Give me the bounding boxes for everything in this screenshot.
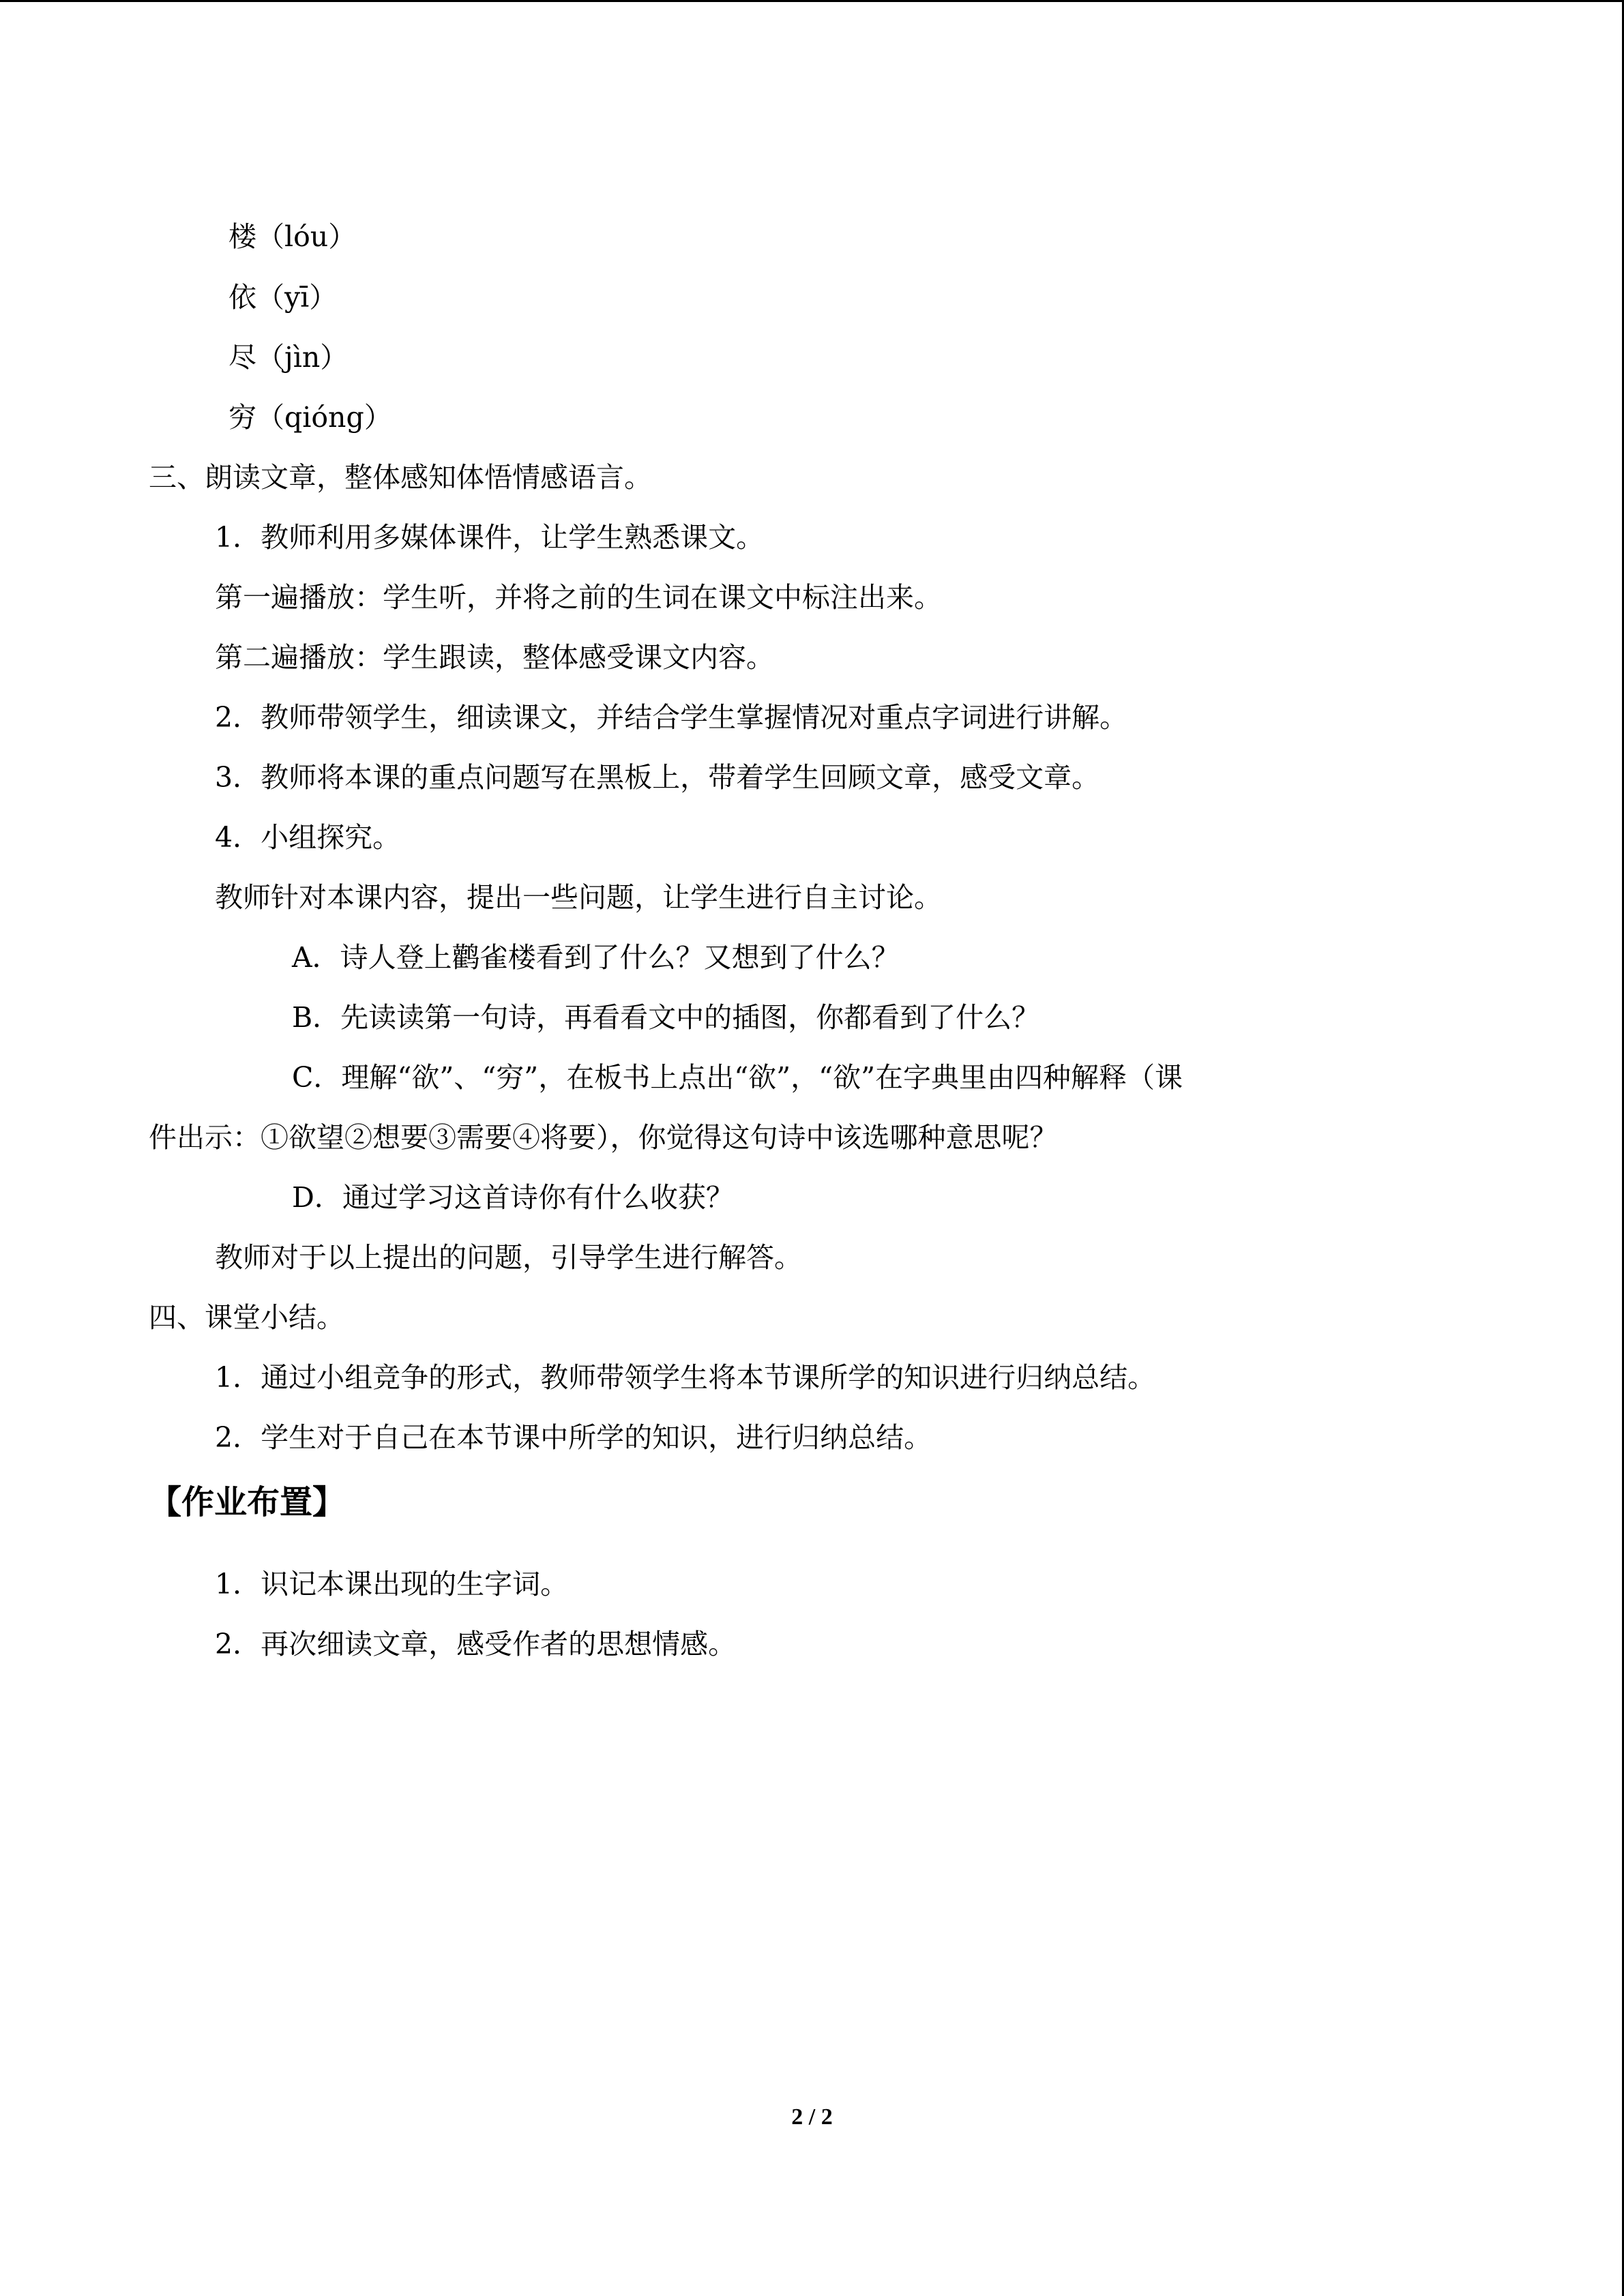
section3-conclusion: 教师对于以上提出的问题，引导学生进行解答。 (215, 1241, 802, 1274)
section4-heading: 四、课堂小结。 (149, 1301, 344, 1334)
homework-item1: 1．识记本课出现的生字词。 (215, 1568, 569, 1600)
section4-item1: 1．通过小组竞争的形式，教师带领学生将本节课所学的知识进行归纳总结。 (215, 1361, 1156, 1394)
question-c-line1: C．理解“欲”、“穷”，在板书上点出“欲”，“欲”在字典里由四种解释（课 (292, 1061, 1183, 1094)
section3-play2: 第二遍播放：学生跟读，整体感受课文内容。 (215, 641, 774, 674)
section3-item4: 4．小组探究。 (215, 821, 401, 854)
question-c-line2: 件出示：①欲望②想要③需要④将要），你觉得这句诗中该选哪种意思呢？ (149, 1121, 1058, 1154)
section3-item3: 3．教师将本课的重点问题写在黑板上，带着学生回顾文章，感受文章。 (215, 761, 1100, 794)
page-number: 2 / 2 (791, 2104, 833, 2130)
question-b: B．先读读第一句诗，再看看文中的插图，你都看到了什么？ (292, 1001, 1040, 1034)
section3-item1: 1．教师利用多媒体课件，让学生熟悉课文。 (215, 521, 765, 554)
section3-item2: 2．教师带领学生，细读课文，并结合学生掌握情况对重点字词进行讲解。 (215, 701, 1128, 734)
section3-heading: 三、朗读文章，整体感知体悟情感语言。 (149, 461, 652, 494)
vocab-item-lou: 楼（lóu） (228, 220, 357, 253)
question-d: D．通过学习这首诗你有什么收获？ (292, 1181, 734, 1214)
question-a: A．诗人登上鹳雀楼看到了什么？又想到了什么？ (292, 941, 900, 974)
vocab-item-yi: 依（yī） (228, 281, 338, 314)
section3-play1: 第一遍播放：学生听，并将之前的生词在课文中标注出来。 (215, 581, 942, 614)
section3-intro: 教师针对本课内容，提出一些问题，让学生进行自主讨论。 (215, 881, 942, 914)
vocab-item-jin: 尽（jìn） (228, 341, 349, 374)
homework-item2: 2．再次细读文章，感受作者的思想情感。 (215, 1628, 737, 1660)
vocab-item-qiong: 穷（qióng） (228, 401, 392, 434)
homework-title: 【作业布置】 (149, 1483, 346, 1521)
section4-item2: 2．学生对于自己在本节课中所学的知识，进行归纳总结。 (215, 1421, 932, 1454)
